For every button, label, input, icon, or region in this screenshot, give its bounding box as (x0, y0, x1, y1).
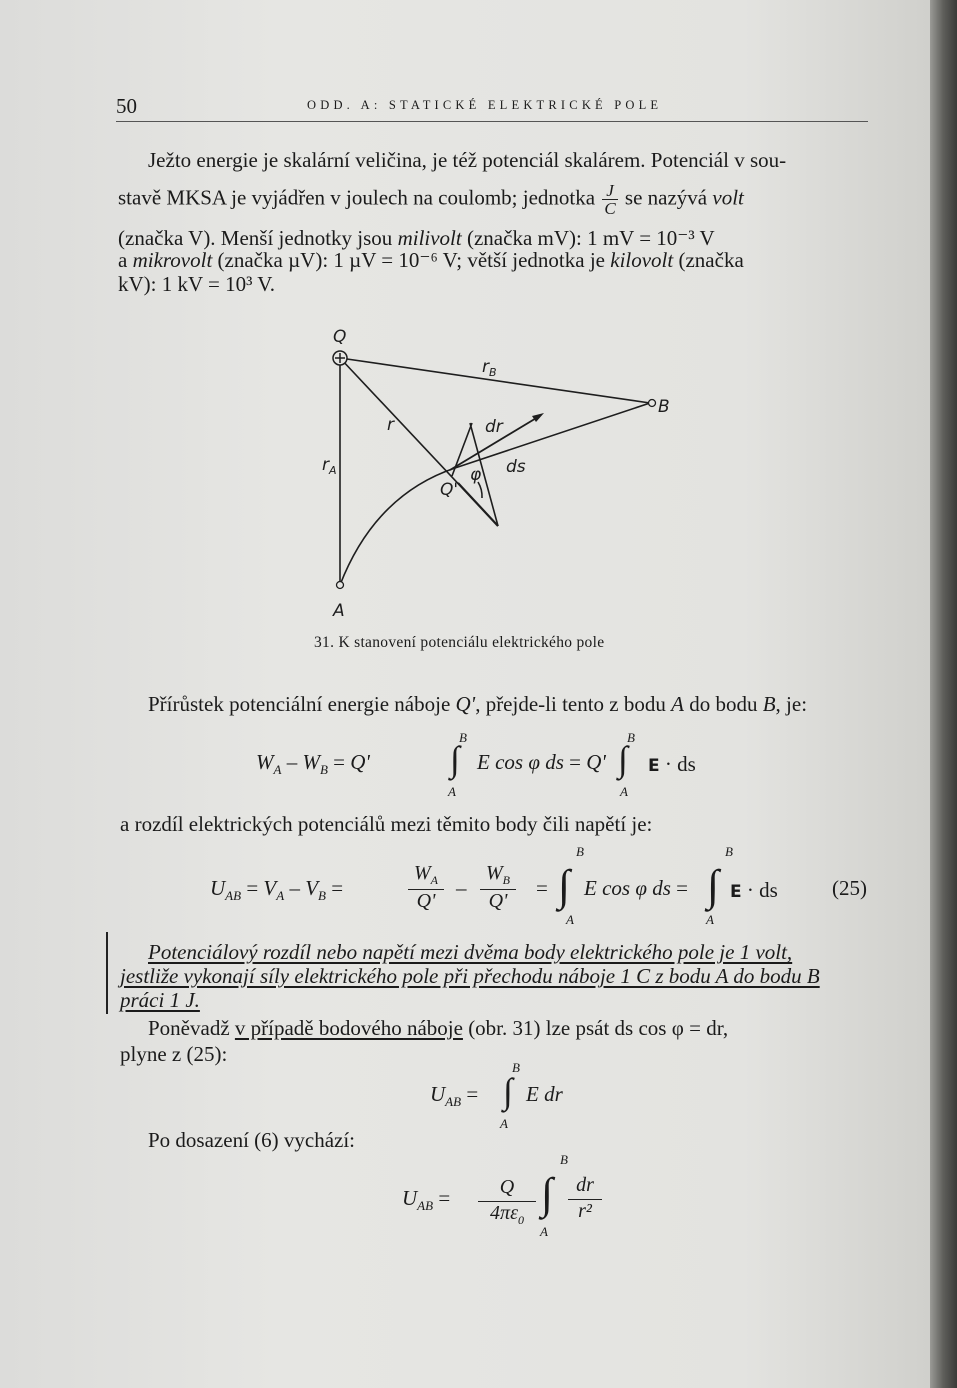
eq4-sub-ab: AB (417, 1198, 434, 1214)
eq2-frac-wb-num (480, 862, 516, 890)
para-4-text-b: v případě bodového náboje (234, 1016, 463, 1040)
equation-3-lhs (430, 1082, 478, 1110)
figure-caption: 31. K stanovení potenciálu elektrického pole (314, 634, 605, 651)
eq3-sub-ab: AB (445, 1094, 462, 1110)
eq2-integrand-text: E cos φ ds (584, 876, 671, 900)
eq2-sub-ab: AB (225, 888, 242, 904)
label-Q: Q (333, 327, 347, 347)
eq2-sub-a: A (276, 888, 285, 904)
eq4-den-sub: 0 (517, 1213, 524, 1227)
eq1-w2: W (302, 750, 320, 774)
eq2-minus: – (289, 876, 300, 900)
eq2-equals-3: = (536, 876, 548, 900)
eq1-w: W (256, 750, 274, 774)
eq2-upper-limit-2: B (725, 844, 733, 859)
intro-line-4-text: a (118, 248, 128, 272)
label-rA-sub: A (329, 464, 337, 477)
intro-line-2 (118, 182, 744, 217)
eq2-u: U (210, 876, 226, 900)
eq2-integrand (584, 876, 688, 901)
ds-arrowhead (532, 413, 544, 422)
para-2-qprime: Q' (455, 692, 476, 716)
definition-line-2: jestliže vykonají síly elektrického pole při přechodu náboje 1 C z bodu A do bodu B (120, 964, 820, 988)
eq2-sub-b: B (318, 888, 326, 904)
eq2-wa: W (413, 862, 431, 884)
eq4-upper-limit: B (560, 1152, 568, 1167)
label-phi: φ (470, 465, 482, 485)
term-volt: volt (712, 185, 744, 210)
equation-number-25: (25) (832, 876, 867, 900)
eq2-wb-sub: B (502, 873, 510, 887)
para-2 (148, 690, 807, 719)
eq1-integral-sign-2: ∫ (618, 739, 628, 779)
margin-mark (106, 932, 108, 1014)
eq4-frac-num: Q (478, 1176, 536, 1202)
eq1-upper-limit-2: B (627, 730, 635, 745)
para-2-text-c: do bodu (689, 692, 758, 716)
header-rule (116, 121, 868, 122)
joule-per-coulomb-fraction (602, 182, 617, 217)
label-ds: ds (506, 457, 526, 477)
intro-line-3-text: (značka V). Menší jednotky jsou (118, 226, 393, 250)
point-A (337, 582, 344, 589)
eq3-upper-limit: B (512, 1060, 520, 1075)
term-mikrovolt: mikrovolt (132, 248, 213, 272)
label-dr: dr (485, 417, 503, 437)
running-title: ODD. A: STATICKÉ ELEKTRICKÉ POLE (307, 98, 663, 112)
eq1-integrand (477, 750, 606, 775)
definition-line-1: Potenciálový rozdíl nebo napětí mezi dvěma body elektrického pole je 1 volt, (148, 940, 793, 964)
para-2-point-b: B (762, 692, 776, 716)
frac-den: C (604, 199, 616, 218)
eq1-lower-limit-2: A (620, 784, 628, 799)
eq2-integral-sign: ∫ (558, 861, 571, 910)
book-spine-shadow (930, 0, 957, 1388)
eq2-lower-limit-2: A (706, 912, 714, 927)
definition-line-3: práci 1 J. (120, 988, 200, 1012)
eq2-wb: W (485, 862, 503, 884)
intro-line-3-text-b: (značka mV): 1 mV = 10⁻³ V (466, 226, 715, 250)
eq1-vector-term (648, 752, 696, 777)
eq4-equals: = (438, 1186, 451, 1210)
eq3-u: U (430, 1082, 446, 1106)
para-4-line-1 (148, 1014, 728, 1043)
term-milivolt: milivolt (397, 226, 462, 250)
eq3-integrand: E dr (526, 1082, 563, 1106)
eq4-u: U (402, 1186, 418, 1210)
frac-num: J (602, 182, 617, 200)
equation-work (256, 750, 370, 778)
eq1-sub-a: A (273, 762, 282, 778)
eq1-upper-limit: B (459, 730, 467, 745)
eq1-vector-e: E (648, 756, 660, 776)
eq2-integral-sign-2: ∫ (707, 861, 720, 910)
para-2-text-b: , přejde-li tento z bodu (475, 692, 666, 716)
eq2-upper-limit: B (576, 844, 584, 859)
eq2-v2: V (305, 876, 319, 900)
equation-25-lhs (210, 876, 343, 904)
intro-line-2-text-b: se nazývá (624, 185, 708, 210)
intro-line-1: Ježto energie je skalární veličina, je též potenciál skalárem. Potenciál v sou- (148, 148, 787, 172)
eq4-lower-limit: A (540, 1224, 548, 1239)
figure-31-diagram (300, 320, 700, 630)
eq4-integral-sign: ∫ (541, 1169, 554, 1218)
label-Qprime: Q' (440, 480, 459, 500)
eq1-sub-b: B (319, 762, 328, 778)
para-3: a rozdíl elektrických potenciálů mezi těmito body čili napětí je: (120, 812, 653, 836)
eq2-minus-2: – (456, 876, 467, 900)
eq2-equals: = (246, 876, 259, 900)
para-2-point-a: A (671, 692, 684, 716)
eq1-lower-limit: A (448, 784, 456, 799)
eq2-vector-term (730, 878, 778, 903)
eq4-integrand-fraction (568, 1174, 602, 1223)
intro-line-5: kV): 1 kV = 10³ V. (118, 272, 275, 296)
eq2-v: V (263, 876, 277, 900)
eq4-fraction (478, 1176, 536, 1228)
eq2-equals-2: = (331, 876, 344, 900)
eq1-qprime-2: Q' (586, 750, 606, 774)
label-rB-sub: B (489, 366, 497, 379)
intro-line-4-text-c: (značka (678, 248, 744, 272)
eq1-minus: – (286, 750, 298, 774)
eq4-int-den: r² (578, 1200, 592, 1222)
page-number: 50 (116, 94, 137, 118)
eq3-lower-limit: A (500, 1116, 508, 1131)
eq2-frac-wb-den: Q' (488, 890, 508, 912)
label-rA-main: r (322, 455, 329, 475)
label-B: B (658, 397, 670, 417)
label-r: r (387, 415, 394, 435)
para-4-line-2: plyne z (25): (120, 1042, 228, 1066)
eq2-frac-wa (408, 862, 444, 913)
eq1-dot-ds: · ds (664, 752, 696, 776)
eq2-frac-wa-num (408, 862, 444, 890)
eq1-integral-sign: ∫ (450, 739, 460, 779)
intro-line-2-text: stavě MKSA je vyjádřen v joulech na coulomb; jednotka (118, 185, 596, 210)
eq1-equals-2: = (569, 750, 581, 774)
eq2-equals-4: = (676, 876, 688, 900)
eq1-integrand-text: E cos φ ds (477, 750, 564, 774)
eq2-frac-wb (480, 862, 516, 913)
para-2-text-d: , je: (775, 692, 808, 716)
point-B (649, 400, 656, 407)
para-2-text-a: Přírůstek potenciální energie náboje (148, 692, 451, 716)
eq2-lower-limit: A (566, 912, 574, 927)
label-rB-main: r (482, 357, 489, 377)
line-rB (340, 358, 650, 403)
eq1-equals: = (333, 750, 345, 774)
eq2-vector-e: E (730, 882, 742, 902)
para-4-text-a: Poněvadž (148, 1016, 230, 1040)
term-kilovolt: kilovolt (610, 248, 674, 272)
eq3-equals: = (466, 1082, 479, 1106)
label-rA (322, 455, 337, 477)
eq4-frac-den (478, 1202, 536, 1228)
eq3-integral-sign: ∫ (503, 1071, 513, 1111)
para-5: Po dosazení (6) vychází: (148, 1128, 356, 1152)
eq4-int-num: dr (568, 1174, 602, 1200)
eq4-den-text: 4πε (490, 1202, 518, 1224)
equation-4-lhs (402, 1186, 450, 1214)
para-4-text-c: (obr. 31) lze psát ds cos φ = dr, (468, 1016, 729, 1040)
eq2-dot-ds: · ds (746, 878, 778, 902)
eq1-qprime: Q' (350, 750, 370, 774)
label-rB (482, 357, 497, 379)
intro-line-4-text-b: (značka µV): 1 µV = 10⁻⁶ V; větší jednotka je (217, 248, 605, 272)
eq2-frac-wa-den: Q' (416, 890, 436, 912)
eq2-wa-sub: A (430, 873, 438, 887)
label-A: A (333, 601, 345, 621)
